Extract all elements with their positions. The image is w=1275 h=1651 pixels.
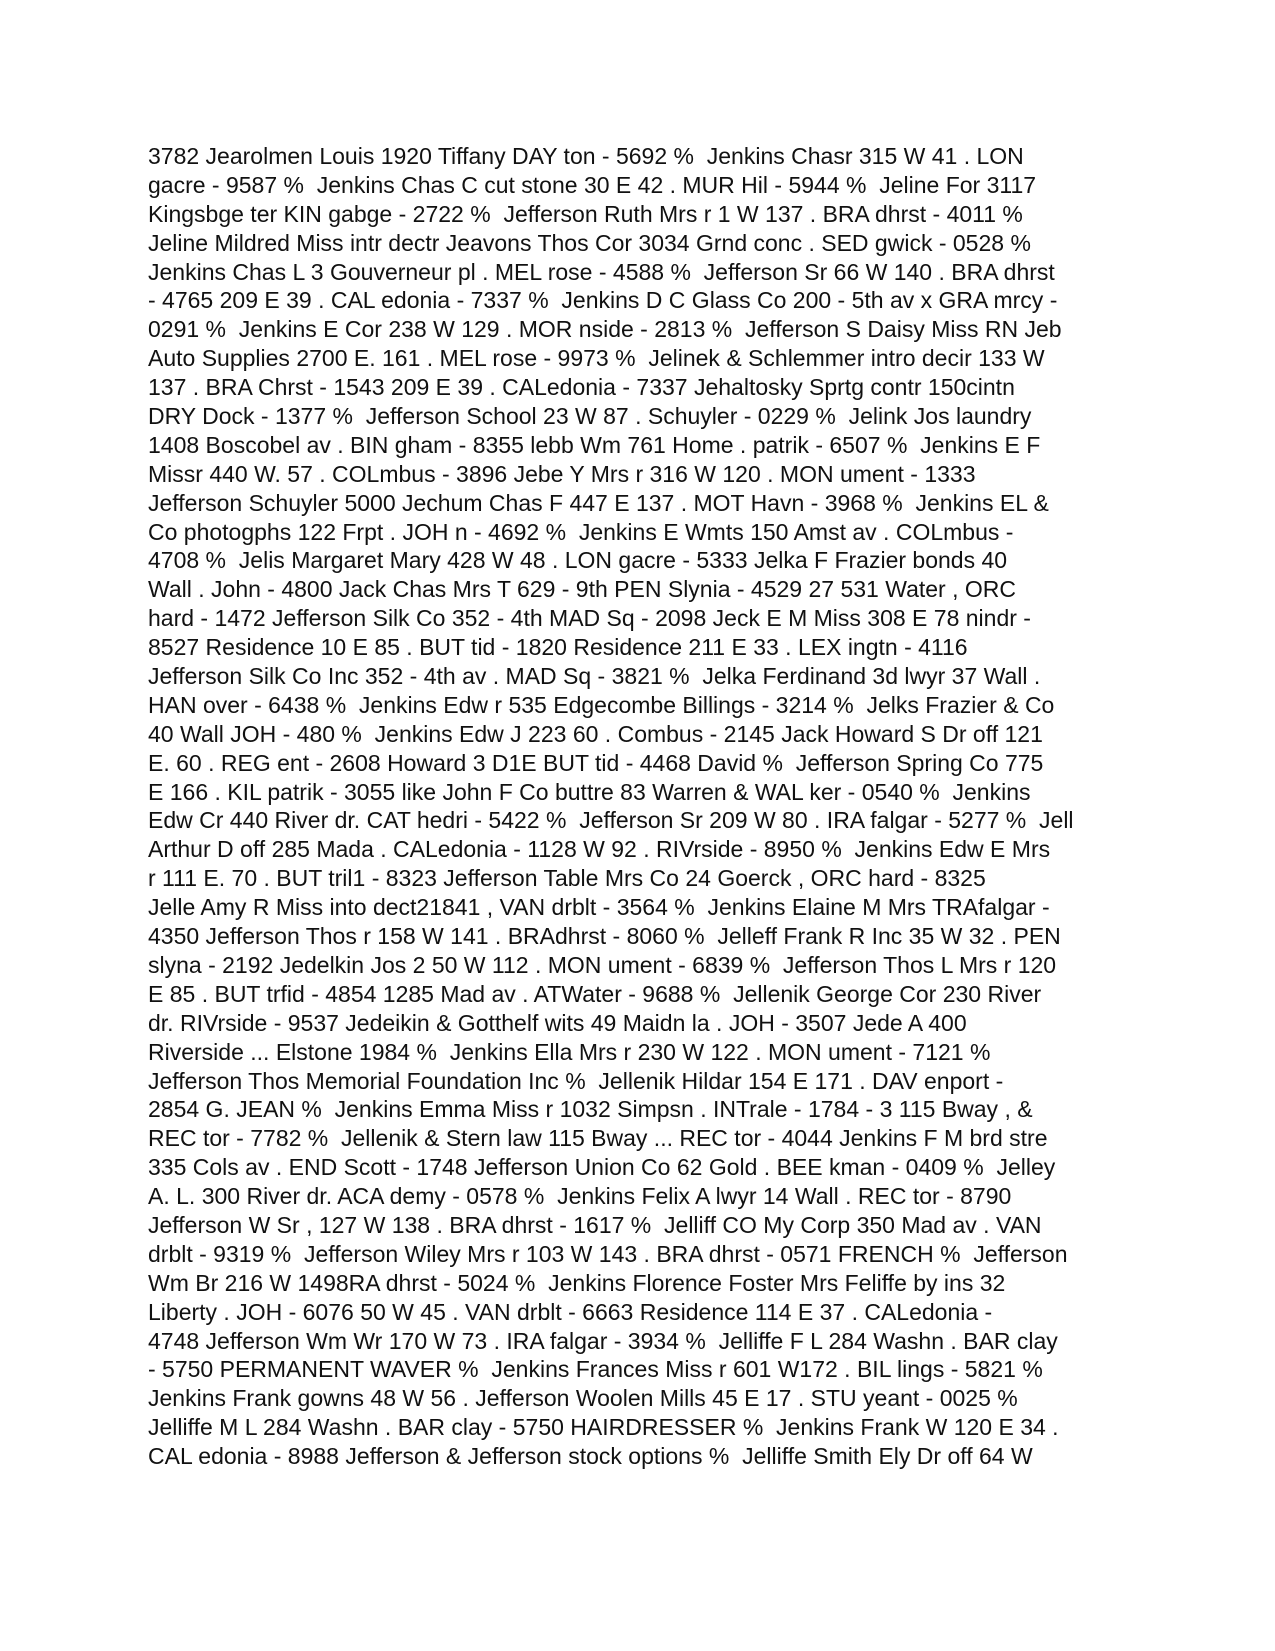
directory-text-line: Edw Cr 440 River dr. CAT hedri - 5422 % Jefferson Sr 209 W 80 . IRA falgar - 5277 % Jell [148, 807, 1074, 834]
directory-text-line: hard - 1472 Jefferson Silk Co 352 - 4th MAD Sq - 2098 Jeck E M Miss 308 E 78 nindr - [148, 605, 1031, 632]
directory-text-line: Wall . John - 4800 Jack Chas Mrs T 629 - 9th PEN Slynia - 4529 27 531 Water , ORC [148, 576, 1016, 603]
directory-text-line: 40 Wall JOH - 480 % Jenkins Edw J 223 60 . Combus - 2145 Jack Howard S Dr off 121 [148, 720, 1043, 747]
directory-text-line: A. L. 300 River dr. ACA demy - 0578 % Jenkins Felix A lwyr 14 Wall . REC tor - 8790 [148, 1183, 1012, 1210]
directory-text-line: E 166 . KIL patrik - 3055 like John F Co buttre 83 Warren & WAL ker - 0540 % Jenkins [148, 778, 1031, 805]
directory-text-line: Jelliffe M L 284 Washn . BAR clay - 5750 HAIRDRESSER % Jenkins Frank W 120 E 34 . [148, 1414, 1059, 1441]
directory-text-line: Jenkins Chas L 3 Gouverneur pl . MEL rose - 4588 % Jefferson Sr 66 W 140 . BRA dhrst [148, 258, 1055, 285]
directory-text-line: 1408 Boscobel av . BIN gham - 8355 lebb Wm 761 Home . patrik - 6507 % Jenkins E F [148, 431, 1041, 458]
directory-text-line: 137 . BRA Chrst - 1543 209 E 39 . CALedonia - 7337 Jehaltosky Sprtg contr 150cintn [148, 374, 1015, 401]
directory-text-line: 2854 G. JEAN % Jenkins Emma Miss r 1032 Simpsn . INTrale - 1784 - 3 115 Bway , & [148, 1096, 1033, 1123]
directory-text-line: Jeline Mildred Miss intr dectr Jeavons Thos Cor 3034 Grnd conc . SED gwick - 0528 % [148, 229, 1031, 256]
directory-text-line: Jefferson Silk Co Inc 352 - 4th av . MAD Sq - 3821 % Jelka Ferdinand 3d lwyr 37 Wall . [148, 663, 1041, 690]
directory-text-line: r 111 E. 70 . BUT tril1 - 8323 Jefferson Table Mrs Co 24 Goerck , ORC hard - 8325 [148, 865, 986, 892]
directory-text-line: 4708 % Jelis Margaret Mary 428 W 48 . LON gacre - 5333 Jelka F Frazier bonds 40 [148, 547, 1008, 574]
directory-text-line: 4748 Jefferson Wm Wr 170 W 73 . IRA falgar - 3934 % Jelliffe F L 284 Washn . BAR clay [148, 1327, 1058, 1354]
directory-text-block [148, 142, 1148, 1471]
directory-text-line: Auto Supplies 2700 E. 161 . MEL rose - 9973 % Jelinek & Schlemmer intro decir 133 W [148, 345, 1045, 372]
directory-text-line: E. 60 . REG ent - 2608 Howard 3 D1E BUT tid - 4468 David % Jefferson Spring Co 775 [148, 749, 1044, 776]
directory-text-line: - 4765 209 E 39 . CAL edonia - 7337 % Jenkins D C Glass Co 200 - 5th av x GRA mrcy - [148, 287, 1058, 314]
directory-text-line: Jefferson Thos Memorial Foundation Inc % Jellenik Hildar 154 E 171 . DAV enport - [148, 1067, 1004, 1094]
directory-text-line: HAN over - 6438 % Jenkins Edw r 535 Edgecombe Billings - 3214 % Jelks Frazier & Co [148, 691, 1055, 718]
directory-text-line: DRY Dock - 1377 % Jefferson School 23 W 87 . Schuyler - 0229 % Jelink Jos laundry [148, 403, 1032, 430]
directory-text-line: gacre - 9587 % Jenkins Chas C cut stone 30 E 42 . MUR Hil - 5944 % Jeline For 3117 [148, 171, 1037, 198]
directory-text-line: Wm Br 216 W 1498RA dhrst - 5024 % Jenkins Florence Foster Mrs Feliffe by ins 32 [148, 1269, 1006, 1296]
directory-text-line: Riverside ... Elstone 1984 % Jenkins Ella Mrs r 230 W 122 . MON ument - 7121 % [148, 1038, 991, 1065]
directory-text-line: 0291 % Jenkins E Cor 238 W 129 . MOR nside - 2813 % Jefferson S Daisy Miss RN Jeb [148, 316, 1062, 343]
directory-text-line: Jefferson W Sr , 127 W 138 . BRA dhrst - 1617 % Jelliff CO My Corp 350 Mad av . VAN [148, 1211, 1042, 1238]
directory-text-line: Jenkins Frank gowns 48 W 56 . Jefferson Woolen Mills 45 E 17 . STU yeant - 0025 % [148, 1385, 1018, 1412]
directory-text-line: 335 Cols av . END Scott - 1748 Jefferson Union Co 62 Gold . BEE kman - 0409 % Jelley [148, 1154, 1056, 1181]
directory-text-line: Kingsbge ter KIN gabge - 2722 % Jefferson Ruth Mrs r 1 W 137 . BRA dhrst - 4011 % [148, 200, 1023, 227]
directory-text-line: Missr 440 W. 57 . COLmbus - 3896 Jebe Y Mrs r 316 W 120 . MON ument - 1333 [148, 460, 976, 487]
directory-text-line: - 5750 PERMANENT WAVER % Jenkins Frances Miss r 601 W172 . BIL lings - 5821 % [148, 1356, 1043, 1383]
directory-text-line: Liberty . JOH - 6076 50 W 45 . VAN drblt - 6663 Residence 114 E 37 . CALedonia - [148, 1298, 993, 1325]
directory-text-line: Jelle Amy R Miss into dect21841 , VAN drblt - 3564 % Jenkins Elaine M Mrs TRAfalgar - [148, 894, 1050, 921]
directory-text-line: CAL edonia - 8988 Jefferson & Jefferson stock options % Jelliffe Smith Ely Dr off 64 W [148, 1443, 1033, 1470]
directory-text-line: drblt - 9319 % Jefferson Wiley Mrs r 103 W 143 . BRA dhrst - 0571 FRENCH % Jefferson [148, 1240, 1068, 1267]
directory-text-line: Arthur D off 285 Mada . CALedonia - 1128 W 92 . RIVrside - 8950 % Jenkins Edw E Mrs [148, 836, 1051, 863]
directory-text-line: Co photogphs 122 Frpt . JOH n - 4692 % Jenkins E Wmts 150 Amst av . COLmbus - [148, 518, 1014, 545]
directory-text-line: Jefferson Schuyler 5000 Jechum Chas F 447 E 137 . MOT Havn - 3968 % Jenkins EL & [148, 489, 1049, 516]
directory-text-line: dr. RIVrside - 9537 Jedeikin & Gotthelf wits 49 Maidn la . JOH - 3507 Jede A 400 [148, 1009, 967, 1036]
directory-text-line: E 85 . BUT trfid - 4854 1285 Mad av . ATWater - 9688 % Jellenik George Cor 230 River [148, 980, 1042, 1007]
directory-text-line: 4350 Jefferson Thos r 158 W 141 . BRAdhrst - 8060 % Jelleff Frank R Inc 35 W 32 . PEN [148, 923, 1061, 950]
directory-text-line: slyna - 2192 Jedelkin Jos 2 50 W 112 . MON ument - 6839 % Jefferson Thos L Mrs r 120 [148, 951, 1057, 978]
directory-text-line: 3782 Jearolmen Louis 1920 Tiffany DAY ton - 5692 % Jenkins Chasr 315 W 41 . LON [148, 143, 1024, 169]
directory-text-line: 8527 Residence 10 E 85 . BUT tid - 1820 Residence 211 E 33 . LEX ingtn - 4116 [148, 634, 968, 661]
directory-text-line: REC tor - 7782 % Jellenik & Stern law 115 Bway ... REC tor - 4044 Jenkins F M brd stre [148, 1125, 1048, 1152]
